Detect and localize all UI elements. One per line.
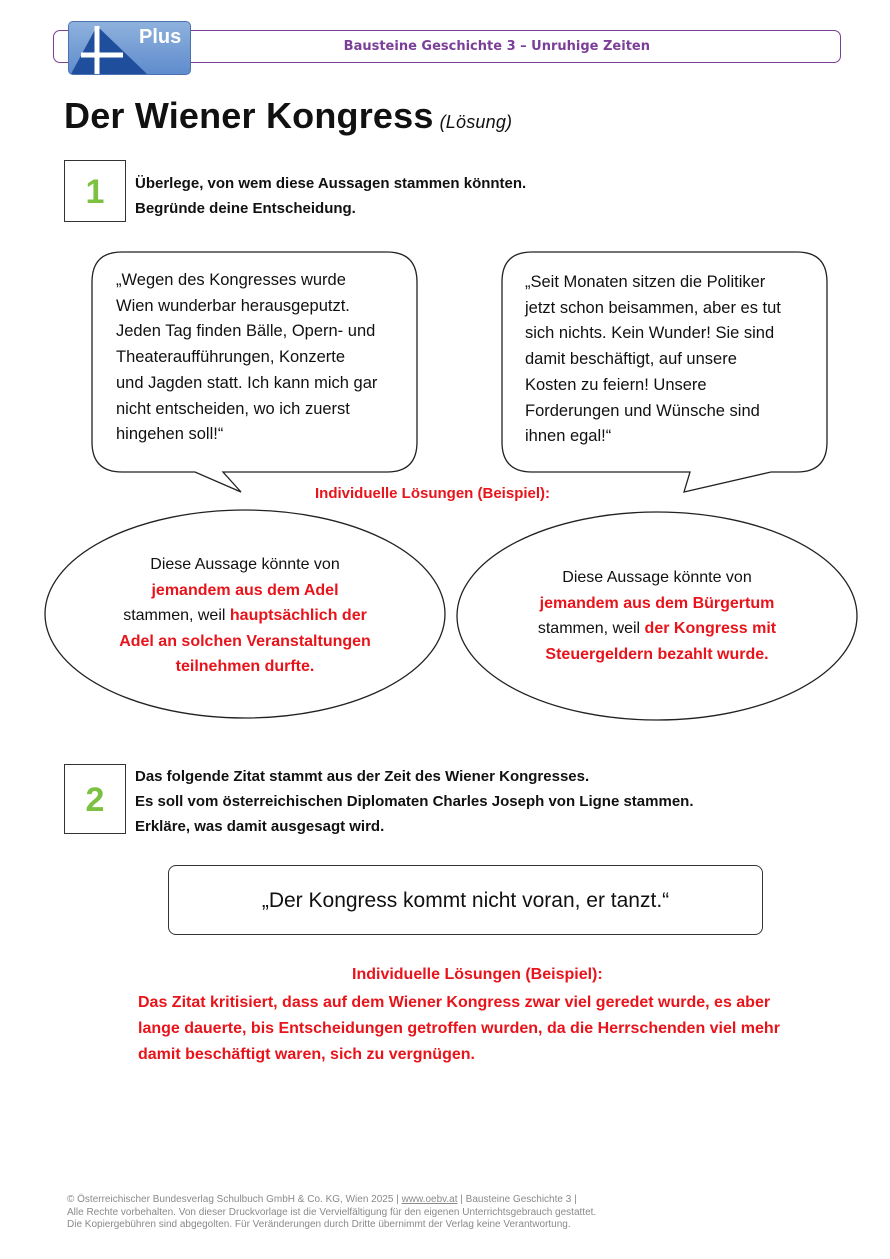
task-1-instruction-line: Begründe deine Entscheidung. xyxy=(135,200,356,217)
bubble-line: Wien wunderbar herausgeputzt. xyxy=(116,296,350,315)
answer-line: Das Zitat kritisiert, dass auf dem Wiener Kongress zwar viel geredet wurde, es aber xyxy=(138,994,771,1011)
bubble-line: Theateraufführungen, Konzerte xyxy=(116,348,346,367)
task-2-instructions xyxy=(135,764,694,839)
answer-reason: Adel an solchen Veranstaltungen xyxy=(119,632,371,650)
task-1-instruction-line: Überlege, von wem diese Aussagen stammen könnten. xyxy=(135,175,527,192)
bubble-line: nicht entscheiden, wo ich zuerst xyxy=(116,399,350,418)
answer-intro: Diese Aussage könnte von xyxy=(562,569,752,586)
answer-reason: hauptsächlich der xyxy=(229,607,367,624)
task-2-answer xyxy=(138,990,838,1068)
bubble-line: und Jagden statt. Ich kann mich gar xyxy=(116,373,378,392)
page-title-suffix: (Lösung) xyxy=(439,112,513,132)
task-1-number: 1 xyxy=(64,160,126,222)
series-title: Bausteine Geschichte 3 – Unruhige Zeiten xyxy=(343,39,650,54)
footer-series: | Bausteine Geschichte 3 | xyxy=(460,1194,577,1205)
answer-left-text xyxy=(85,552,405,680)
bubble-line: „Wegen des Kongresses wurde xyxy=(116,271,346,289)
bubble-line: Kosten zu feiern! Unsere xyxy=(525,375,707,394)
task-2-instruction-line: Das folgende Zitat stammt aus der Zeit des Wiener Kongresses. xyxy=(135,768,590,785)
task-1-solutions-heading: Individuelle Lösungen (Beispiel): xyxy=(315,485,551,502)
task-2-instruction-line: Erkläre, was damit ausgesagt wird. xyxy=(135,818,385,835)
bubble-line: Jeden Tag finden Bälle, Opern- und xyxy=(116,322,376,341)
bubble-line: „Seit Monaten sitzen die Politiker xyxy=(525,273,766,291)
logo-text: Plus xyxy=(139,26,182,48)
answer-reason: Steuergeldern bezahlt wurde. xyxy=(545,645,769,663)
bubble-line: Forderungen und Wünsche sind xyxy=(525,401,760,420)
answer-who: jemandem aus dem Adel xyxy=(151,581,339,599)
footer-disclaimer: Die Kopiergebühren sind abgegolten. Für Veränderungen durch Dritte übernimmt der Verlag keine Verantwortung. xyxy=(67,1219,571,1230)
bubble-line: ihnen egal!“ xyxy=(525,427,612,446)
task-1-instructions xyxy=(135,171,526,221)
task-2-number: 2 xyxy=(64,764,126,834)
answer-line: lange dauerte, bis Entscheidungen getroffen wurden, da die Herrschenden viel mehr xyxy=(138,1020,780,1037)
answer-right-text xyxy=(497,565,817,667)
answer-reason: teilnehmen durfte. xyxy=(175,658,315,675)
copyright-footer xyxy=(67,1194,596,1232)
answer-who: jemandem aus dem Bürgertum xyxy=(539,594,775,612)
bubble-line: damit beschäftigt, auf unsere xyxy=(525,350,737,369)
answer-reason: der Kongress mit xyxy=(644,620,777,637)
bubble-line: hingehen soll!“ xyxy=(116,425,224,444)
plus-logo xyxy=(68,21,191,75)
task-2-solutions-heading: Individuelle Lösungen (Beispiel): xyxy=(352,966,603,983)
quote-bubble-right xyxy=(525,270,781,450)
quote-bubble-left xyxy=(116,268,377,448)
answer-intro: Diese Aussage könnte von xyxy=(150,556,340,573)
bubble-line: sich nichts. Kein Wunder! Sie sind xyxy=(525,324,775,343)
answer-line: damit beschäftigt waren, sich zu vergnügen. xyxy=(138,1046,475,1063)
ligne-quote-box: „Der Kongress kommt nicht voran, er tanzt.“ xyxy=(168,865,763,935)
footer-rights: Alle Rechte vorbehalten. Von dieser Druckvorlage ist die Vervielfältigung für den eigenen Unterrichtsgebrauch gestattet. xyxy=(67,1206,597,1218)
page-title-text: Der Wiener Kongress xyxy=(64,95,434,136)
task-2-instruction-line: Es soll vom österreichischen Diplomaten Charles Joseph von Ligne stammen. xyxy=(135,793,694,810)
bubble-line: jetzt schon beisammen, aber es tut xyxy=(525,298,781,317)
publisher-link[interactable]: www.oebv.at xyxy=(401,1194,458,1205)
footer-copyright: © Österreichischer Bundesverlag Schulbuch GmbH & Co. KG, Wien 2025 | xyxy=(67,1194,399,1205)
answer-because: stammen, weil xyxy=(537,620,641,637)
page-title xyxy=(64,95,512,137)
answer-because: stammen, weil xyxy=(123,607,226,624)
